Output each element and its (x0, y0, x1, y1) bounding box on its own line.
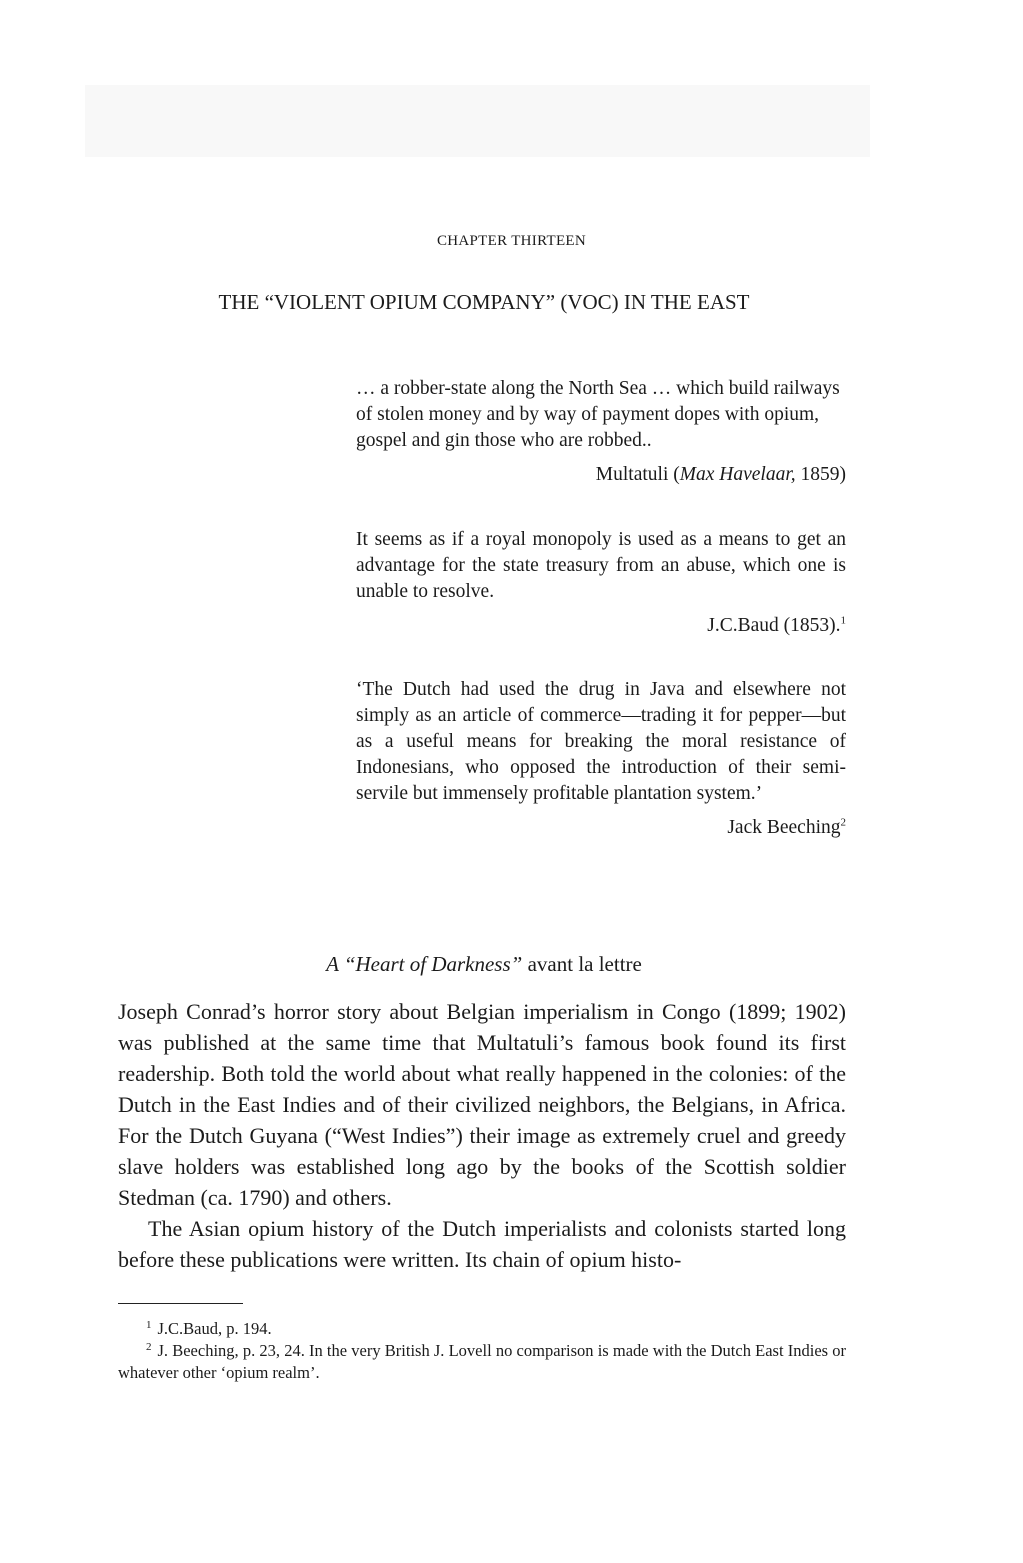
epigraph-attribution (356, 462, 846, 488)
footnote-number: 2 (146, 1340, 152, 1353)
footnote-divider (118, 1303, 243, 1304)
epigraph (356, 527, 846, 639)
footnotes (118, 1318, 846, 1384)
footnote-number: 1 (146, 1318, 152, 1331)
attribution-author: J.C.Baud (1853). (707, 615, 841, 636)
section-heading (0, 952, 968, 977)
attribution-author: Jack Beeching (727, 817, 841, 838)
epigraph (356, 376, 846, 488)
chapter-label: CHAPTER THIRTEEN (436, 233, 587, 249)
attribution-author: Multatuli ( (595, 464, 680, 485)
epigraph-attribution (356, 613, 846, 639)
attribution-work: Max Havelaar, (679, 464, 796, 485)
body-text (118, 996, 846, 1275)
attribution-year: 1859) (795, 464, 846, 485)
epigraph-text: It seems as if a royal monopoly is used as a means to get an advantage for the state treasury from an abuse, which one is unable to resolve. (356, 529, 846, 602)
footnote (118, 1340, 846, 1384)
footnote-ref[interactable]: 1 (840, 614, 846, 627)
section-heading-italic: A “Heart of Darkness” (326, 952, 523, 976)
epigraph-text: ‘The Dutch had used the drug in Java and elsewhere not simply as an article of commerce—trading it for pepper—but as a useful means for breaking the moral resistance of Indonesians, who opposed the introduction of their semi-servile but immensely profitable plantation system.’ (356, 679, 846, 804)
paragraph: Joseph Conrad’s horror story about Belgian imperialism in Congo (1899; 1902) was published at the same time that Multatuli’s famous book found its first readership. Both told the world about what really happened in the colonies: of the Dutch in the East Indies and of their civilized neighbors, the Belgians, in Africa. For the Dutch Guyana (“West Indies”) their image as extremely cruel and greedy slave holders was established long ago by the books of the Scottish soldier Stedman (ca. 1790) and others. (118, 999, 846, 1210)
epigraph-text: … a robber-state along the North Sea … which build railways of stolen money and by way of payment dopes with opium, gospel and gin those who are robbed.. (356, 378, 840, 451)
section-heading-rest: avant la lettre (522, 952, 642, 976)
footnote (118, 1318, 846, 1340)
epigraph-attribution (356, 815, 846, 841)
footnote-ref[interactable]: 2 (840, 816, 846, 829)
chapter-title: THE “VIOLENT OPIUM COMPANY” (VOC) IN THE EAST (218, 290, 750, 314)
header-shading (85, 85, 870, 157)
footnote-text: J.C.Baud, p. 194. (157, 1319, 272, 1338)
footnote-text: J. Beeching, p. 23, 24. In the very British J. Lovell no comparison is made with the Dutch East Indies or whatever other ‘opium realm’. (118, 1341, 846, 1382)
epigraph (356, 677, 846, 841)
paragraph: The Asian opium history of the Dutch imperialists and colonists started long before these publications were written. Its chain of opium histo- (118, 1216, 846, 1272)
